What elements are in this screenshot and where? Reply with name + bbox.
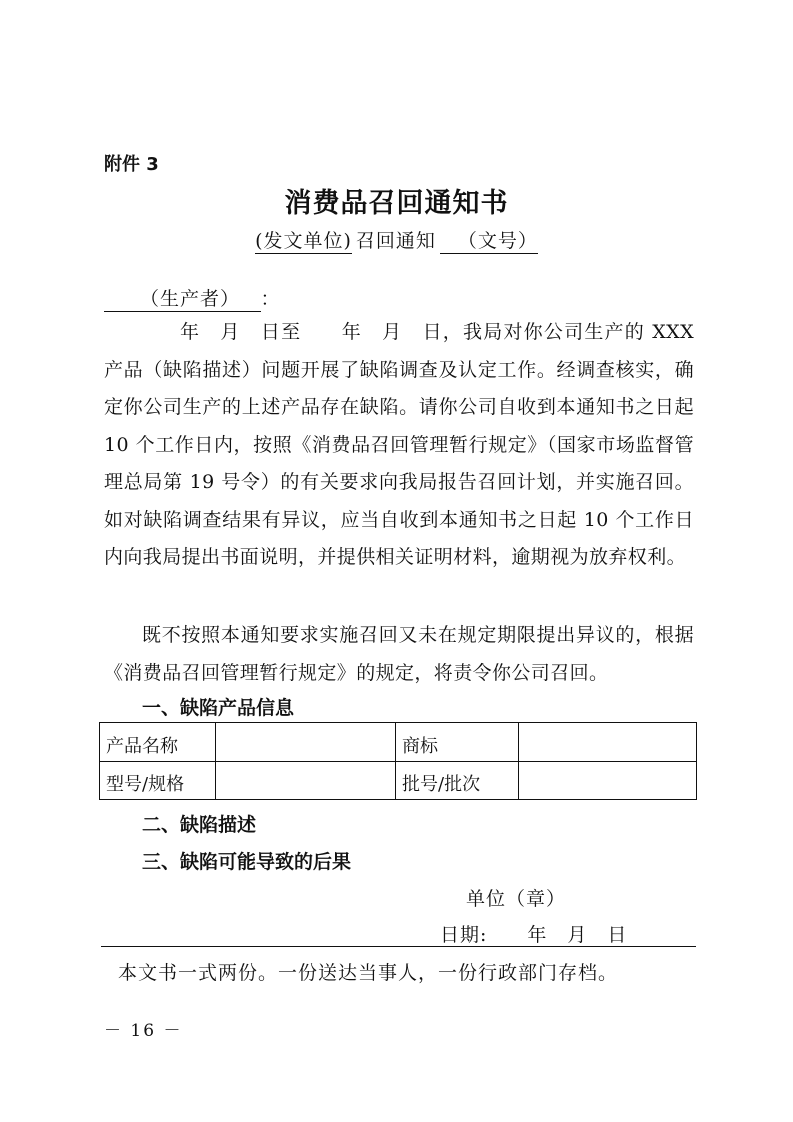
attachment-label: 附件 3 (104, 154, 159, 175)
issuer-placeholder: (发文单位) (255, 230, 352, 252)
section-heading-3: 三、缺陷可能导致的后果 (142, 851, 352, 873)
table-cell-product-name-label: 产品名称 (100, 723, 216, 762)
producer-placeholder: （生产者） (104, 288, 261, 312)
addressee-line (104, 284, 281, 311)
defect-product-info-table (99, 722, 697, 800)
doc-number-placeholder: （文号） (440, 230, 538, 254)
doc-type-label: 召回通知 (355, 230, 436, 252)
table-cell-trademark-label: 商标 (396, 723, 519, 762)
table-cell-model-label: 型号/规格 (100, 761, 216, 800)
table-cell-batch-value (519, 761, 697, 800)
page-number: － 16 － (104, 1021, 183, 1041)
table-cell-batch-label: 批号/批次 (396, 761, 519, 800)
issuing-unit-seal: 单位（章） (466, 888, 567, 910)
section-heading-2: 二、缺陷描述 (142, 814, 257, 836)
addressee-colon: ： (260, 288, 281, 310)
footer-note: 本文书一式两份。一份送达当事人，一份行政部门存档。 (118, 962, 619, 984)
issue-date: 日期: 年 月 日 (440, 924, 628, 946)
table-cell-model-value (216, 761, 396, 800)
body-paragraph-1: 年 月 日至 年 月 日，我局对你公司生产的 XXX 产品（缺陷描述）问题开展了缺陷调查及认定工作。经调查核实，确定你公司生产的上述产品存在缺陷。请你公司自收到本通知书之日起 10 个工作日内，按照《消费品召回管理暂行规定》（国家市场监督管理总局第 19 号令）的有关要求向我局报告召回计划，并实施召回。如对缺陷调查结果有异议，应当自收到本通知书之日起 10 个工作日内向我局提出书面说明，并提供相关证明材料，逾期视为放弃权利。 (104, 321, 694, 568)
document-number-line (0, 226, 793, 253)
body-paragraph-2: 既不按照本通知要求实施召回又未在规定期限提出异议的，根据《消费品召回管理暂行规定》的规定，将责令你公司召回。 (104, 624, 694, 684)
table-cell-trademark-value (519, 723, 697, 762)
table-row (100, 761, 697, 800)
footer-divider (101, 946, 696, 947)
table-row (100, 723, 697, 762)
table-cell-product-name-value (216, 723, 396, 762)
section-heading-1: 一、缺陷产品信息 (142, 697, 295, 719)
document-title: 消费品召回通知书 (284, 188, 509, 219)
